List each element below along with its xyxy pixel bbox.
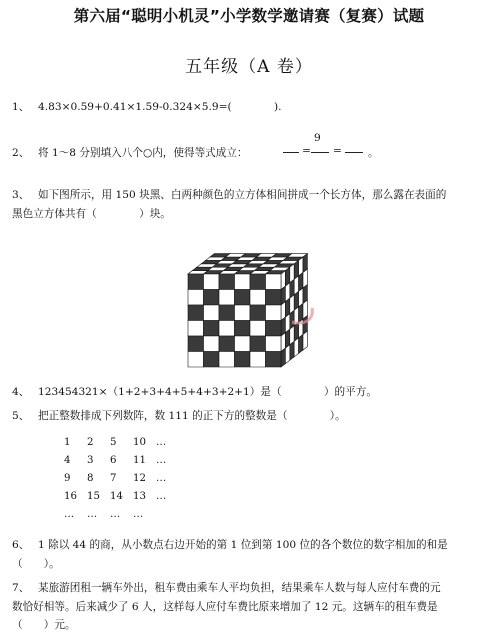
question-number: 1、 bbox=[12, 101, 30, 113]
table-cell: 4 bbox=[64, 455, 71, 466]
cube-front-cell bbox=[219, 321, 235, 337]
table-cell: 11 bbox=[133, 455, 146, 466]
table-cell: 10 bbox=[133, 437, 146, 448]
question-text: 4.83×0.59+0.41×1.59-0.324×5.9=( ). bbox=[38, 101, 282, 113]
table-cell: 2 bbox=[87, 437, 94, 448]
cube-front-cell bbox=[219, 274, 235, 290]
question-5 bbox=[12, 408, 346, 423]
cube-front-cell bbox=[204, 336, 220, 352]
table-cell: 7 bbox=[110, 473, 117, 484]
cube-front-cell bbox=[188, 290, 204, 306]
question-number: 5、 bbox=[12, 410, 30, 422]
question-text: 某旅游团租一辆车外出，租车费由乘车人平均负担，结果乘车人数与每人应付车费的元 bbox=[38, 582, 441, 594]
equation-tail: 。 bbox=[368, 147, 379, 159]
table-cell: 1 bbox=[64, 437, 71, 448]
cube-front-cell bbox=[204, 305, 220, 321]
question-3 bbox=[12, 187, 446, 202]
question-7 bbox=[12, 580, 441, 595]
question-6-line2: （ ）。 bbox=[12, 558, 60, 570]
cube-front-cell bbox=[235, 274, 251, 290]
equals-sign-2: = bbox=[333, 145, 342, 157]
question-2 bbox=[12, 145, 248, 160]
table-cell: 15 bbox=[87, 491, 100, 502]
cube-right-cell bbox=[281, 348, 285, 367]
cube-front-cell bbox=[235, 321, 251, 337]
cube-front-cell bbox=[188, 321, 204, 337]
page-subtitle: 五年级（A 卷） bbox=[185, 57, 313, 77]
cube-front-cell bbox=[266, 321, 282, 337]
table-cell: 9 bbox=[64, 473, 71, 484]
question-text: 123454321×（1+2+3+4+5+4+3+2+1）是（ ）的平方。 bbox=[38, 386, 377, 398]
table-cell: … bbox=[156, 437, 167, 448]
table-cell: 13 bbox=[133, 491, 146, 502]
cube-front-cell bbox=[204, 352, 220, 368]
cube-front-cell bbox=[250, 352, 266, 368]
cube-right-cell bbox=[290, 341, 294, 360]
equals-sign-1: = bbox=[302, 145, 311, 157]
cube-front-cell bbox=[235, 336, 251, 352]
question-number: 2、 bbox=[12, 147, 30, 159]
table-cell: … bbox=[64, 509, 75, 520]
table-cell: … bbox=[156, 455, 167, 466]
cube-front-cell bbox=[219, 336, 235, 352]
fraction-numerator: 9 bbox=[314, 132, 321, 144]
question-text: 如下图所示，用 150 块黑、白两种颜色的立方体相间拼成一个长方体，那么露在表面的 bbox=[38, 189, 447, 201]
cube-front-cell bbox=[188, 352, 204, 368]
question-number: 6、 bbox=[12, 539, 30, 551]
question-number: 7、 bbox=[12, 582, 30, 594]
cube-front-cell bbox=[219, 290, 235, 306]
cube-front-cell bbox=[235, 352, 251, 368]
cube-front-cell bbox=[266, 290, 282, 306]
table-cell: 12 bbox=[133, 473, 146, 484]
cube-front-cell bbox=[204, 274, 220, 290]
cube-right-cell bbox=[285, 345, 289, 364]
table-cell: … bbox=[156, 473, 167, 484]
table-cell: … bbox=[133, 509, 144, 520]
cube-front-cell bbox=[219, 352, 235, 368]
question-number: 3、 bbox=[12, 189, 30, 201]
table-row bbox=[64, 437, 179, 448]
question-text: 1 除以 44 的商，从小数点右边开始的第 1 位到第 100 位的各个数位的数字相加的和是 bbox=[38, 539, 448, 551]
table-row bbox=[64, 509, 179, 520]
table-cell: 5 bbox=[110, 437, 117, 448]
page-title: 第六届“聪明小机灵”小学数学邀请赛（复赛）试题 bbox=[73, 7, 425, 25]
cube-front-cell bbox=[188, 336, 204, 352]
table-cell: … bbox=[110, 509, 121, 520]
question-4 bbox=[12, 384, 377, 399]
cube-front-cell bbox=[250, 290, 266, 306]
cube-front-cell bbox=[250, 305, 266, 321]
cube-front-cell bbox=[219, 305, 235, 321]
cube-front-cell bbox=[266, 305, 282, 321]
cube-front-cell bbox=[204, 290, 220, 306]
cube-front-cell bbox=[188, 274, 204, 290]
cube-front-cell bbox=[266, 336, 282, 352]
table-cell: … bbox=[87, 509, 98, 520]
question-text: 将 1～8 分别填入八个○内，使得等式成立： bbox=[38, 147, 248, 159]
cube-front-cell bbox=[266, 352, 282, 368]
table-cell: … bbox=[156, 491, 167, 502]
question-number: 4、 bbox=[12, 386, 30, 398]
cube-front-cell bbox=[250, 321, 266, 337]
cube-right-cell bbox=[294, 338, 298, 357]
cube-front-cell bbox=[235, 290, 251, 306]
cube-front-cell bbox=[204, 321, 220, 337]
cube-front-cell bbox=[266, 274, 282, 290]
fraction-bar-3 bbox=[345, 152, 363, 153]
question-3-line2: 黑色立方体共有（ ）块。 bbox=[12, 208, 171, 220]
question-1 bbox=[12, 99, 282, 114]
question-text: 把正整数排成下列数阵，数 111 的正下方的整数是（ ）。 bbox=[38, 410, 346, 422]
cube-front-cell bbox=[235, 305, 251, 321]
table-row bbox=[64, 491, 179, 502]
cube-front-cell bbox=[188, 305, 204, 321]
cube-right-cell bbox=[303, 331, 307, 350]
table-row bbox=[64, 473, 179, 484]
table-cell: 6 bbox=[110, 455, 117, 466]
table-cell: 16 bbox=[64, 491, 77, 502]
cube-front-face bbox=[188, 274, 281, 367]
cube-figure bbox=[180, 222, 340, 374]
fraction-bar-2 bbox=[311, 152, 329, 153]
fraction-bar-1 bbox=[283, 152, 299, 153]
table-cell: 8 bbox=[87, 473, 94, 484]
cube-front-cell bbox=[250, 336, 266, 352]
cube-right-face bbox=[281, 254, 307, 367]
question-6 bbox=[12, 537, 448, 552]
question-7-line3: （ ）元。 bbox=[12, 619, 76, 631]
cube-front-cell bbox=[250, 274, 266, 290]
table-row bbox=[64, 455, 179, 466]
question-7-line2: 数恰好相等。后来减少了 6 人，这样每人应付车费比原来增加了 12 元。这辆车的租车费是 bbox=[12, 601, 438, 613]
table-cell: 14 bbox=[110, 491, 123, 502]
table-cell: 3 bbox=[87, 455, 94, 466]
cube-right-cell bbox=[299, 335, 303, 354]
